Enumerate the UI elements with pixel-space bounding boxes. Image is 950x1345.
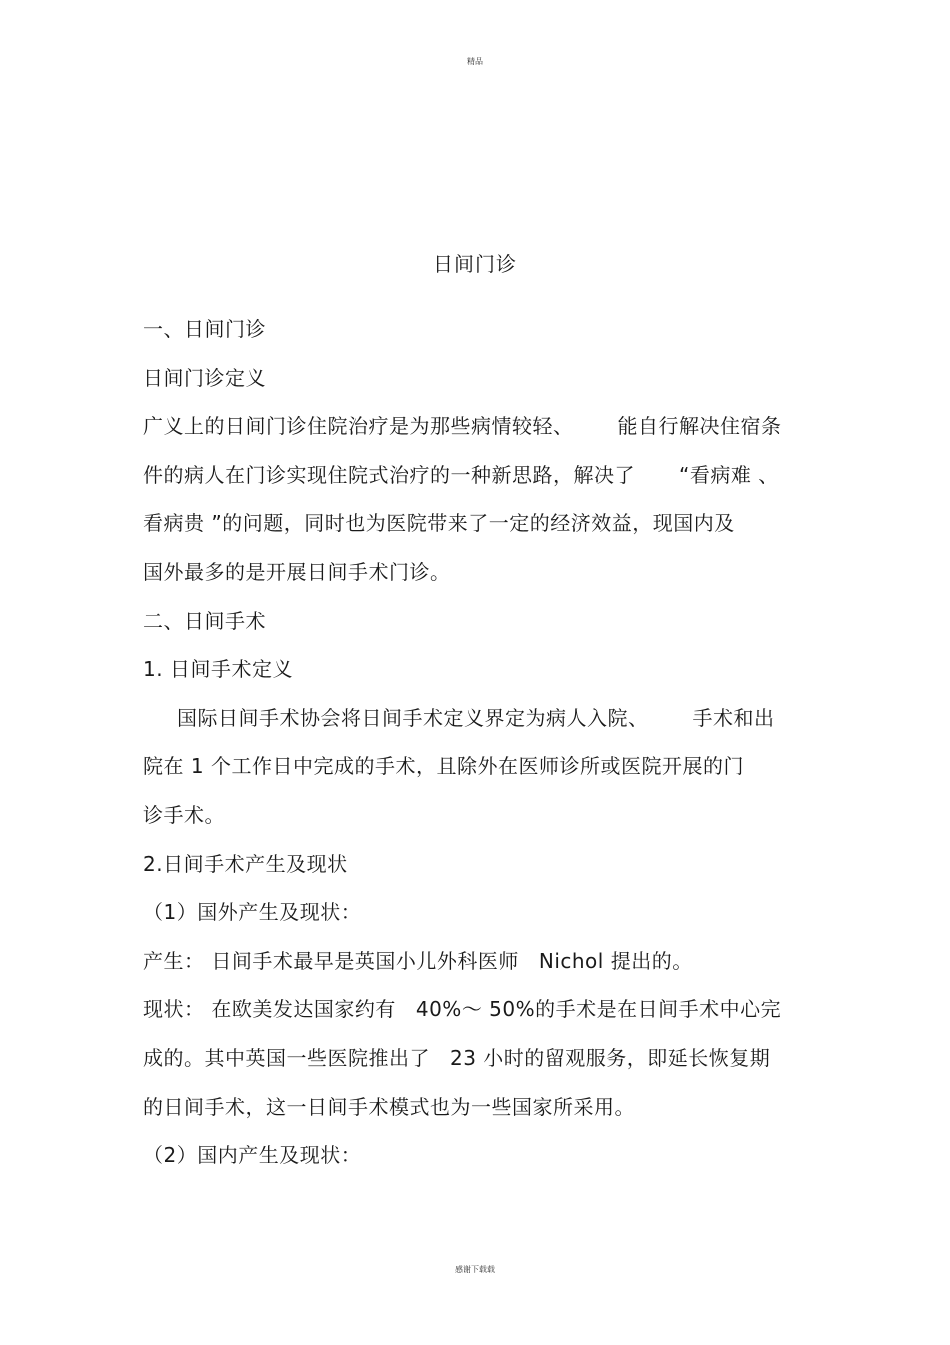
text-span: 成的。其中英国一些医院推出了: [143, 1045, 430, 1070]
paragraph-1-line-4: 国外最多的是开展日间手术门诊。: [143, 559, 451, 584]
section-2-heading: 二、日间手术: [143, 608, 266, 633]
text-span: 现状： 在欧美发达国家约有: [143, 997, 396, 1022]
status-line-3: 的日间手术，这一日间手术模式也为一些国家所采用。: [143, 1094, 635, 1119]
text-span: 23 小时的留观服务，即延长恢复期: [450, 1045, 771, 1070]
section-2-2-heading: 2.日间手术产生及现状: [143, 851, 348, 876]
document-title: 日间门诊: [433, 252, 517, 276]
section-1-heading: 一、日间门诊: [143, 317, 266, 341]
status-line-1: [143, 985, 793, 1034]
text-span: “看病难 、: [679, 462, 779, 487]
section-1-subheading: 日间门诊定义: [143, 365, 266, 390]
paragraph-2-line-1: [143, 694, 793, 743]
document-body: [143, 305, 793, 1180]
text-span: 广义上的日间门诊住院治疗是为那些病情较轻、: [143, 414, 574, 439]
text-span: 产生： 日间手术最早是英国小儿外科医师: [143, 948, 519, 973]
section-2-1-heading: 1. 日间手术定义: [143, 657, 293, 682]
page-footer-mark: 感谢下载载: [455, 1265, 495, 1274]
status-line-2: [143, 1034, 793, 1083]
paragraph-1-line-2: [143, 451, 793, 500]
text-span: 国际日间手术协会将日间手术定义界定为病人入院、: [177, 705, 649, 730]
text-span: 手术和出: [692, 705, 775, 730]
paragraph-2-line-3: 诊手术。: [143, 802, 225, 827]
text-span: 能自行解决住宿条: [617, 414, 782, 439]
text-span: 40%～ 50%的手术是在日间手术中心完: [415, 997, 782, 1022]
paragraph-1-line-3: 看病贵 ”的问题，同时也为医院带来了一定的经济效益，现国内及: [143, 511, 735, 536]
paragraph-1-line-1: [143, 402, 793, 451]
section-2-2-1-heading: （1）国外产生及现状：: [143, 900, 362, 925]
origin-line: [143, 937, 793, 986]
section-2-2-2-heading: （2）国内产生及现状：: [143, 1143, 362, 1168]
text-span: Nichol 提出的。: [538, 948, 693, 973]
text-span: 件的病人在门诊实现住院式治疗的一种新思路，解决了: [143, 462, 635, 487]
paragraph-2-line-2: 院在 1 个工作日中完成的手术，且除外在医师诊所或医院开展的门: [143, 754, 744, 779]
page-header-mark: 精品: [467, 57, 483, 66]
